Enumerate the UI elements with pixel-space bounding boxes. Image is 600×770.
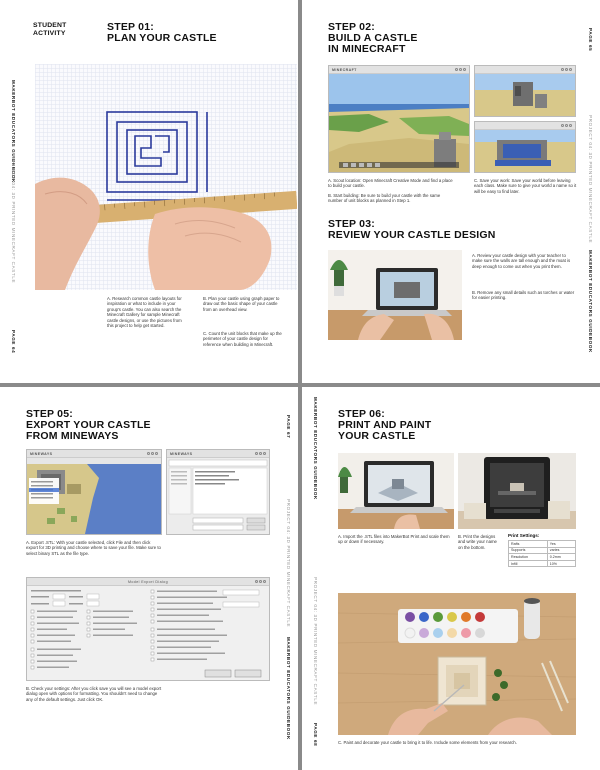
caption-save: C. Save your work: Save your world before leaving each class. Make sure to give your world a name so it will be easy to find later.: [474, 178, 577, 194]
sidebar-project: PROJECT 04: 3D PRINTED MINECRAFT CASTLE: [11, 155, 16, 284]
sidebar-guidebook: MAKERBOT EDUCATORS GUIDEBOOK: [588, 250, 593, 353]
page-number: PAGE 67: [286, 415, 291, 439]
sidebar-project: PROJECT 04: 3D PRINTED MINECRAFT CASTLE: [286, 499, 291, 628]
step-06-title: STEP 06: PRINT AND PAINT YOUR CASTLE: [338, 408, 432, 442]
save-button[interactable]: [247, 518, 265, 523]
caption-export: A. Export .STL: With your castle selected, click File and then click export for 3D printing and choose where to save your file. Make sure to select binary STL as the file type.: [26, 540, 161, 556]
caption-review: A. Review your castle design with your teacher to make sure the walls are tall enough and the moat is deep enough to come out when you print them.: [472, 253, 571, 269]
cancel-button[interactable]: [247, 525, 265, 530]
student-activity-label: STUDENT ACTIVITY: [33, 22, 67, 37]
water-cup: [524, 599, 540, 639]
step-01-title: STEP 01: PLAN YOUR CASTLE: [107, 21, 217, 44]
mineways-window: [26, 449, 162, 535]
table-row: Supports varies: [509, 547, 576, 554]
caption-research: A. Research common castle layouts for inspiration or what to include in your group's castle. You can also search the Minecraft Gallery for sample Minecraft castle designs, or use the pictures from this project to help get started.: [107, 296, 182, 329]
print-settings-table: [508, 540, 576, 567]
painting-castle-photo: [338, 593, 576, 735]
caption-building: B. Start building: Be sure to build your castle with the same number of unit blocks as planned in Step 1.: [328, 193, 441, 204]
dialog-title: Model Export Dialog: [128, 580, 168, 584]
step-02-title: STEP 02: BUILD A CASTLE IN MINECRAFT: [328, 21, 418, 55]
page-67: [0, 387, 298, 770]
table-row: Infill 10%: [509, 560, 576, 567]
dialog-cancel-button[interactable]: [235, 670, 261, 677]
caption-import: A. Import the .STL files into MakerBot Print and scale them up or down if necessary.: [338, 534, 450, 545]
caption-print: B. Print the designs and write your name on the bottom.: [458, 534, 497, 550]
caption-plan: B. Plan your castle using graph paper to draw out the basic shape of your castle from an overhead view.: [203, 296, 280, 312]
model-export-dialog: [26, 577, 270, 681]
left-hand: [35, 178, 100, 290]
castle-sketch: [35, 64, 297, 290]
minecraft-window-top: [474, 65, 576, 117]
print-settings-title: Print Settings:: [508, 533, 540, 538]
caption-paint: C. Paint and decorate your castle to bring it to life. Include some elements from your research.: [338, 740, 517, 745]
step-05-title: STEP 05: EXPORT YOUR CASTLE FROM MINEWAYS: [26, 408, 151, 442]
window-label: MINEWAYS: [30, 452, 53, 456]
page-65: [302, 0, 600, 383]
minecraft-landscape: [329, 74, 469, 172]
minecraft-window-main: [328, 65, 470, 173]
graph-paper-photo: [35, 64, 297, 290]
page-68: [302, 387, 600, 770]
laptop-review-photo: [328, 250, 462, 340]
page-number: PAGE 68: [313, 723, 318, 747]
caption-count: C. Count the unit blocks that make up the perimeter of your castle design for reference when building in Minecraft.: [203, 331, 282, 347]
filetype-select[interactable]: [193, 525, 243, 530]
step-03-title: STEP 03: REVIEW YOUR CASTLE DESIGN: [328, 218, 496, 241]
3d-printer-photo: [458, 453, 576, 529]
paint-palette: [398, 609, 518, 643]
table-row: Resolution 0.2mm: [509, 554, 576, 561]
sidebar-guidebook: MAKERBOT EDUCATORS GUIDEBOOK: [313, 397, 318, 500]
sidebar-project: PROJECT 04: 3D PRINTED MINECRAFT CASTLE: [588, 115, 593, 244]
save-file-dialog: MINEWAYS: [166, 449, 270, 535]
print-settings: [508, 533, 576, 567]
ok-button[interactable]: [205, 670, 231, 677]
right-hand: [148, 207, 271, 290]
caption-check-settings: B. Check your settings: After you click save you will see a model export dialog open with options for formatting. You shouldn't need to change any of the default settings. Just click OK.: [26, 686, 162, 702]
caption-remove: B. Remove any small details such as torches or water for easier printing.: [472, 290, 575, 301]
page-64: [0, 0, 298, 383]
mineways-map: [27, 458, 161, 534]
makerbot-print-laptop-photo: [338, 453, 454, 529]
sidebar-guidebook: MAKERBOT EDUCATORS GUIDEBOOK: [11, 80, 16, 183]
page-number: PAGE 64: [11, 330, 16, 354]
minecraft-window-bottom: [474, 121, 576, 173]
window-label: MINECRAFT: [332, 68, 357, 72]
caption-scout: A. Scout location: Open Minecraft Creative Mode and find a place to build your castle.: [328, 178, 453, 189]
sidebar-guidebook: MAKERBOT EDUCATORS GUIDEBOOK: [286, 637, 291, 740]
filename-input[interactable]: [193, 518, 243, 523]
table-row: Rafts Yes: [509, 541, 576, 548]
page-number: PAGE 65: [588, 28, 593, 52]
sidebar-project: PROJECT 04: 3D PRINTED MINECRAFT CASTLE: [313, 577, 318, 706]
